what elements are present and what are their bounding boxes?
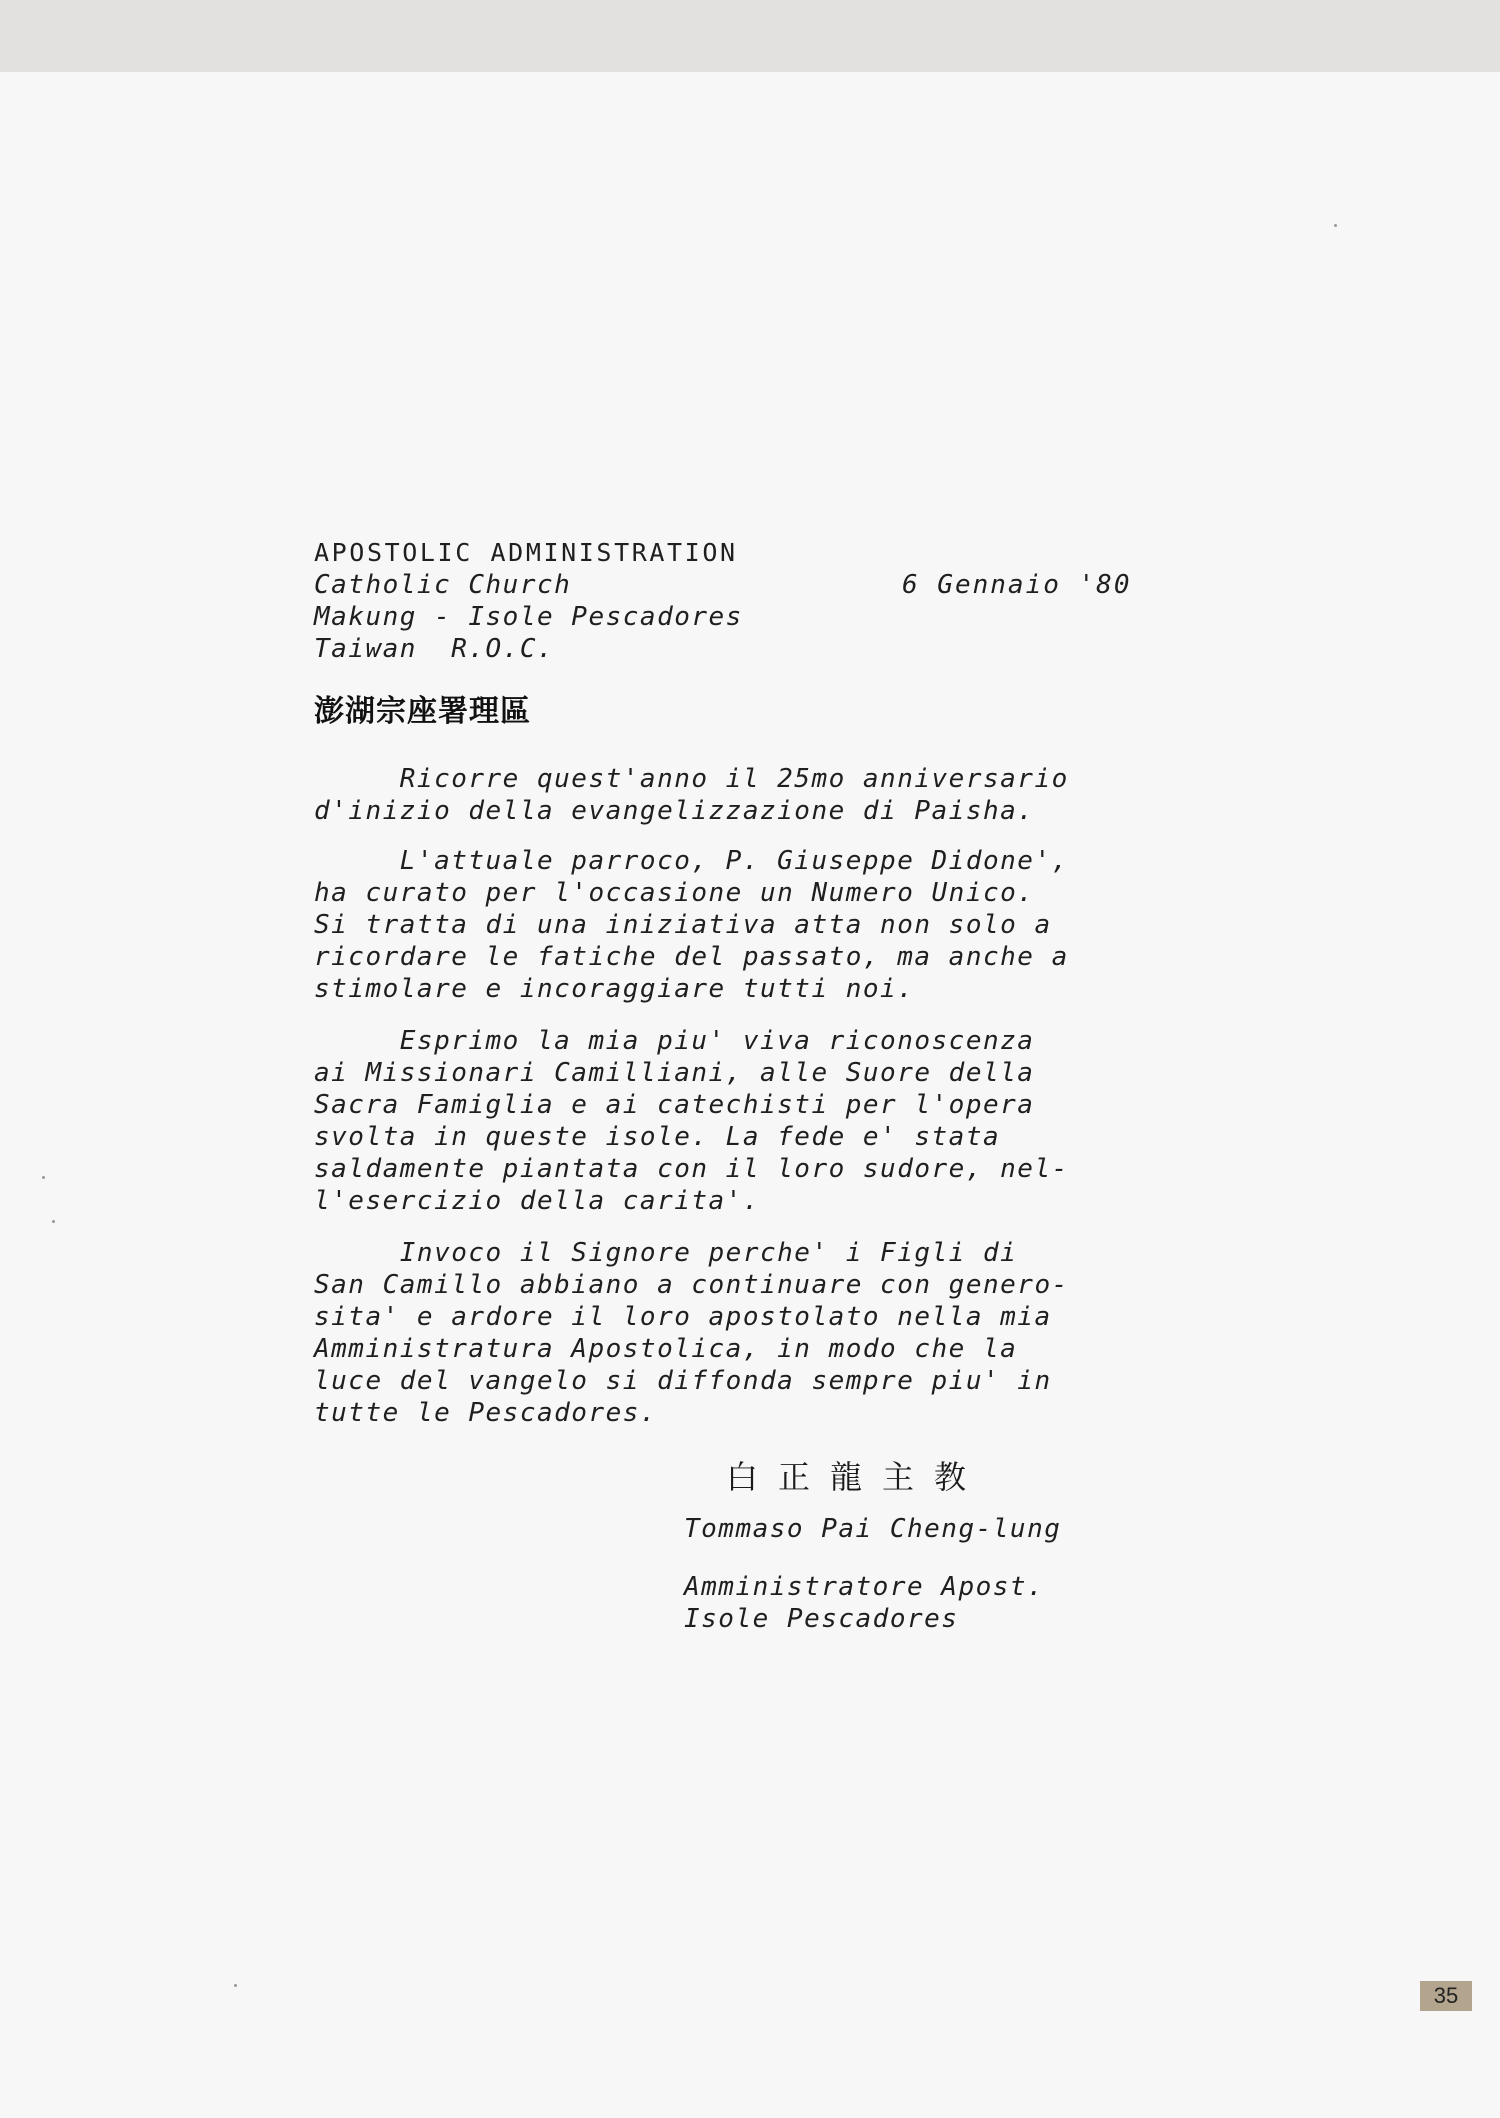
paragraph-1-line: Ricorre quest'anno il 25mo anniversario [314, 764, 1069, 794]
letter-page [0, 72, 1500, 2118]
scan-speck [52, 1220, 55, 1223]
letterhead-organization: APOSTOLIC ADMINISTRATION [314, 538, 738, 567]
letterhead-country: Taiwan R.O.C. [314, 634, 555, 664]
page-number: 35 [1420, 1981, 1472, 2011]
signatory-title: Amministratore Apost. [684, 1572, 1045, 1602]
paragraph-3-line: l'esercizio della carita'. [314, 1186, 760, 1216]
paragraph-2-line: ha curato per l'occasione un Numero Unico. [314, 878, 1035, 908]
paragraph-3-line: ai Missionari Camilliani, alle Suore della [314, 1058, 1035, 1088]
paragraph-3-line: Esprimo la mia piu' viva riconoscenza [314, 1026, 1035, 1056]
paragraph-1-line: d'inizio della evangelizzazione di Paisha. [314, 796, 1035, 826]
scan-speck [234, 1984, 237, 1987]
signatory-name: Tommaso Pai Cheng-lung [684, 1514, 1062, 1544]
scan-speck [1334, 224, 1337, 227]
chinese-signature-name: 白正龍主教 [726, 1458, 987, 1496]
paragraph-3-line: svolta in queste isole. La fede e' stata [314, 1122, 1001, 1152]
scan-top-margin [0, 0, 1500, 72]
paragraph-4-line: tutte le Pescadores. [314, 1398, 658, 1428]
paragraph-3-line: saldamente piantata con il loro sudore, nel- [314, 1154, 1069, 1184]
paragraph-4-line: luce del vangelo si diffonda sempre piu' in [314, 1366, 1052, 1396]
letterhead-city: Makung - Isole Pescadores [314, 602, 743, 632]
chinese-letterhead-title: 澎湖宗座署理區 [314, 694, 531, 729]
paragraph-4-line: Amministratura Apostolica, in modo che la [314, 1334, 1018, 1364]
paragraph-2-line: ricordare le fatiche del passato, ma anche a [314, 942, 1069, 972]
paragraph-2-line: L'attuale parroco, P. Giuseppe Didone', [314, 846, 1069, 876]
paragraph-4-line: San Camillo abbiano a continuare con genero- [314, 1270, 1069, 1300]
signatory-location: Isole Pescadores [684, 1604, 959, 1634]
scan-speck [42, 1176, 45, 1179]
paragraph-2-line: stimolare e incoraggiare tutti noi. [314, 974, 915, 1004]
paragraph-2-line: Si tratta di una iniziativa atta non solo a [314, 910, 1052, 940]
paragraph-4-line: Invoco il Signore perche' i Figli di [314, 1238, 1018, 1268]
paragraph-3-line: Sacra Famiglia e ai catechisti per l'opera [314, 1090, 1035, 1120]
paragraph-4-line: sita' e ardore il loro apostolato nella mia [314, 1302, 1052, 1332]
letter-date: 6 Gennaio '80 [902, 570, 1132, 600]
letterhead-church: Catholic Church [314, 570, 572, 600]
